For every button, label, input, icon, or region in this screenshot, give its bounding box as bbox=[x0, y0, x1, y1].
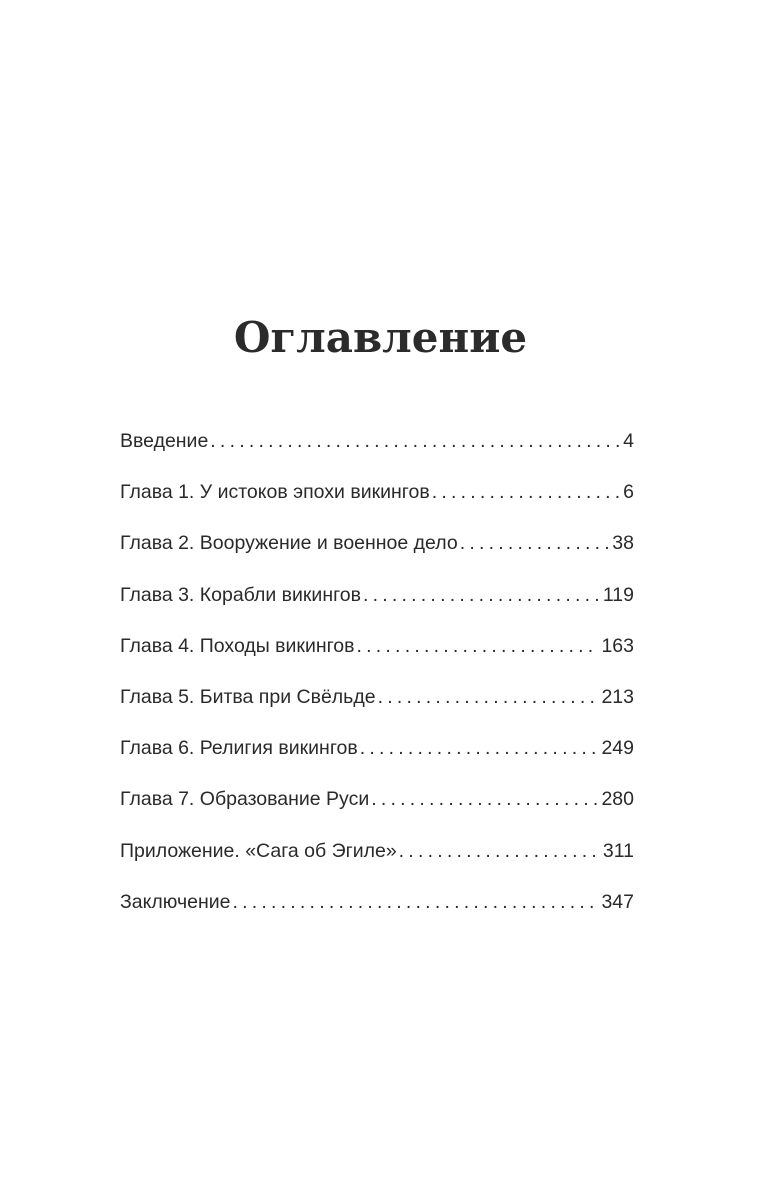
toc-entry-page: 347 bbox=[601, 890, 634, 913]
toc-entry-label: Глава 2. Вооружение и военное дело bbox=[120, 532, 458, 555]
toc-entry-label: Глава 1. У истоков эпохи викингов bbox=[120, 481, 430, 504]
toc-entry-chapter-1[interactable] bbox=[120, 481, 634, 532]
toc-entry-chapter-7[interactable] bbox=[120, 788, 634, 839]
toc-entry-label: Приложение. «Сага об Эгиле» bbox=[120, 839, 397, 862]
dot-leader bbox=[357, 635, 600, 658]
toc-entry-label: Глава 7. Образование Руси bbox=[120, 788, 370, 811]
toc-entry-introduction[interactable] bbox=[120, 430, 634, 481]
toc-entry-chapter-3[interactable] bbox=[120, 584, 634, 635]
table-of-contents bbox=[120, 430, 634, 942]
toc-entry-conclusion[interactable] bbox=[120, 891, 634, 942]
toc-entry-page: 280 bbox=[601, 788, 634, 811]
toc-entry-label: Глава 6. Религия викингов bbox=[120, 737, 358, 760]
toc-entry-chapter-5[interactable] bbox=[120, 686, 634, 737]
dot-leader bbox=[399, 840, 601, 863]
toc-entry-page: 163 bbox=[601, 634, 634, 657]
dot-leader bbox=[210, 430, 621, 453]
toc-entry-chapter-6[interactable] bbox=[120, 737, 634, 788]
toc-entry-label: Глава 5. Битва при Свёльде bbox=[120, 685, 376, 708]
dot-leader bbox=[360, 737, 600, 760]
toc-entry-appendix[interactable] bbox=[120, 840, 634, 891]
page-title: Оглавление bbox=[233, 313, 528, 362]
dot-leader bbox=[460, 532, 611, 555]
toc-entry-chapter-2[interactable] bbox=[120, 532, 634, 583]
toc-entry-page: 119 bbox=[602, 583, 634, 606]
toc-entry-page: 213 bbox=[601, 685, 634, 708]
dot-leader bbox=[371, 788, 599, 811]
toc-entry-page: 4 bbox=[623, 430, 634, 452]
dot-leader bbox=[432, 481, 621, 504]
toc-entry-page: 249 bbox=[601, 737, 634, 760]
toc-entry-label: Заключение bbox=[120, 890, 231, 913]
dot-leader bbox=[363, 584, 601, 607]
toc-entry-page: 6 bbox=[623, 481, 634, 504]
toc-entry-label: Глава 3. Корабли викингов bbox=[120, 583, 361, 606]
toc-entry-page: 311 bbox=[602, 839, 634, 862]
toc-entry-label: Введение bbox=[120, 430, 209, 452]
toc-entry-chapter-4[interactable] bbox=[120, 635, 634, 686]
dot-leader bbox=[378, 686, 600, 709]
toc-entry-page: 38 bbox=[612, 532, 634, 555]
dot-leader bbox=[232, 891, 599, 914]
toc-entry-label: Глава 4. Походы викингов bbox=[120, 634, 355, 657]
